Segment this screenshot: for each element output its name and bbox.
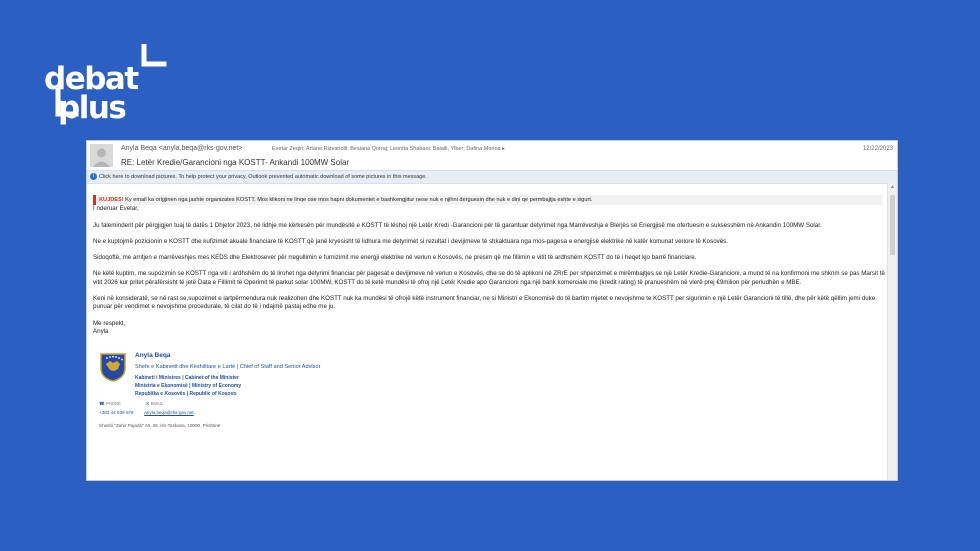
signature-title: Shefe e Kabinetit dhe Këshilltare e Lartë | Chief of Staff and Senior Advisor xyxy=(135,364,321,371)
recipients-expand-icon[interactable]: ▸ xyxy=(502,146,505,152)
scroll-up-icon[interactable]: ▲ xyxy=(890,184,895,190)
scroll-thumb[interactable] xyxy=(890,195,895,255)
email-subject: RE: Letër Kredie/Garancioni nga KOSTT- Ankandi 100MW Solar xyxy=(121,158,350,167)
phone-icon: ☎ xyxy=(99,401,105,407)
email-window xyxy=(86,140,898,481)
person-icon xyxy=(90,144,113,167)
signature-cabinet: Kabineti i Ministres | Cabinet of the Minister xyxy=(135,375,239,382)
signature-contacts xyxy=(99,400,194,417)
email-icon: ✉ xyxy=(145,401,150,407)
closing-name: Anyla xyxy=(93,327,109,335)
signature-name: Anyla Beqa xyxy=(135,352,171,360)
email-date: 12/22/2023 xyxy=(862,146,893,152)
email-body xyxy=(87,183,887,480)
email-header xyxy=(87,141,897,170)
paragraph-3: Sidoqoftë, me arritjen e marrëveshjes mes KEDS dhe Elektrosever për rregullimin e furnizimit me energji elektrike në veriun e Kosovës, ne presim që me fillimin e vitit të ardhshëm KOSTT do të i heqet kjo barrë financiare. xyxy=(93,254,697,262)
info-icon: i xyxy=(90,173,97,180)
signature-address: Sheshi "Zahir Pajaziti" Nr. 36, ish-Toskana, 10000, Prishtinë xyxy=(99,423,221,429)
email-sender[interactable]: Anyla Beqa <anyla.beqa@rks-gov.net> xyxy=(121,145,243,152)
phone-number: +383 44 639 976 xyxy=(99,409,134,415)
phone-label: PHONE xyxy=(106,401,121,407)
email-recipients[interactable] xyxy=(272,146,505,152)
paragraph-1: Ju faleminderit për përgjigjen tuaj të datës 1 Dhjetor 2023, në lidhje me kërkesën për mundësitë e KOSTT të lëshoj një Letër Kredi -Garancioni për të garantuar detyrimet nga Marrëveshja e Blerjës së Energjisë me ofertuesin e suksesshëm në Ankandin 100MW Solar. xyxy=(93,221,822,229)
kosovo-crest-icon xyxy=(99,352,127,382)
signature-ministry: Ministria e Ekonomisë | Ministry of Economy xyxy=(135,383,242,390)
recipients-text: Evetar Zeqiri; Artane Rizvanolli; Besiana Qorraj; Leonita Shabani; Balalli, Ylber; Dafina Morina xyxy=(272,146,501,152)
email-signature xyxy=(93,350,887,430)
signature-republic: Republika e Kosovës | Republic of Kosovo xyxy=(135,391,237,398)
logo-word-plus: plus xyxy=(58,90,126,126)
email-label: EMAIL xyxy=(150,401,164,407)
warning-label: KUJDES! xyxy=(99,197,124,203)
external-warning-banner xyxy=(93,195,883,205)
paragraph-2: Ne e kuptojmë pozicionin e KOSTT dhe kufizimet akuale financiare të KOSTT që janë kryesisht të lidhura me detyrimet si rezultat i devijimeve të shkaktuara nga mos-pagesa e energjisë elektrike në katër komunat veriore të Kosovës. xyxy=(93,237,728,245)
infobar-text: Click here to download pictures. To help protect your privacy, Outlook prevented automatic download of some pictures in this message. xyxy=(99,174,427,180)
vertical-scrollbar[interactable] xyxy=(887,183,897,480)
logo-word-debat: debat xyxy=(44,61,138,97)
warning-text: Ky email ka origjinen nga jashte organizates KOSTT. Mos klikoni ne linqe ose mos hapni dokumentet e bashkengjitur nese nuk e njihni derguesin dhe nuk e dini qe permbajtja eshte e sigurt. xyxy=(125,197,593,203)
greeting: I nderuar Evetar, xyxy=(93,205,139,213)
closing: Me respekt, xyxy=(93,319,126,327)
paragraph-5: Keni në konsideratë, se në rast se,supozimet e lartpërmendura nuk realizohen dhe KOSTT nuk ka mundësi të ofrojë këtë instrument financiar, ne si Ministri e Ekonomisë do të bartim mjetet e nevojshme te KOSTT per sigurimin e një Letër Garancioni të tillë, dhe për këtë qëllim jemi duke punuar për vendimet e nevojshme procedurale, të cilat do të i ndajmë pastaj edhe me ju. xyxy=(93,295,876,311)
paragraph-4: Ne këtë kuptim, me supozimin se KOSTT nga viti i ardhshëm do të lirohet nga detyrimi financiar për pagesat e devijimeve në veriun e Kosovës, dhe se do të aplikoni në ZRrE per shpenzimet e mirëmbajtjes se një Letër Kredie-Garancioni, a mund të na konfirmoni me shkrim se pas Marsit të vitit 2026 kur pritet përafërsisht të jetë Data e Fillimit të Operimit të parkut solar 100MW, KOSTT do të ketë mundësi të ofroj një Letër Kredie apo Garancioni nga një bank komerciale me (kredit rating) të pranueshëm në vlerë prej €9milion për periudhën e MBE. xyxy=(93,270,885,286)
signature-email-link[interactable]: anyla.beqa@rks-gov.net xyxy=(144,409,194,415)
sender-avatar xyxy=(90,144,113,167)
download-pictures-infobar[interactable] xyxy=(87,170,897,184)
debatplus-logo xyxy=(44,44,174,129)
